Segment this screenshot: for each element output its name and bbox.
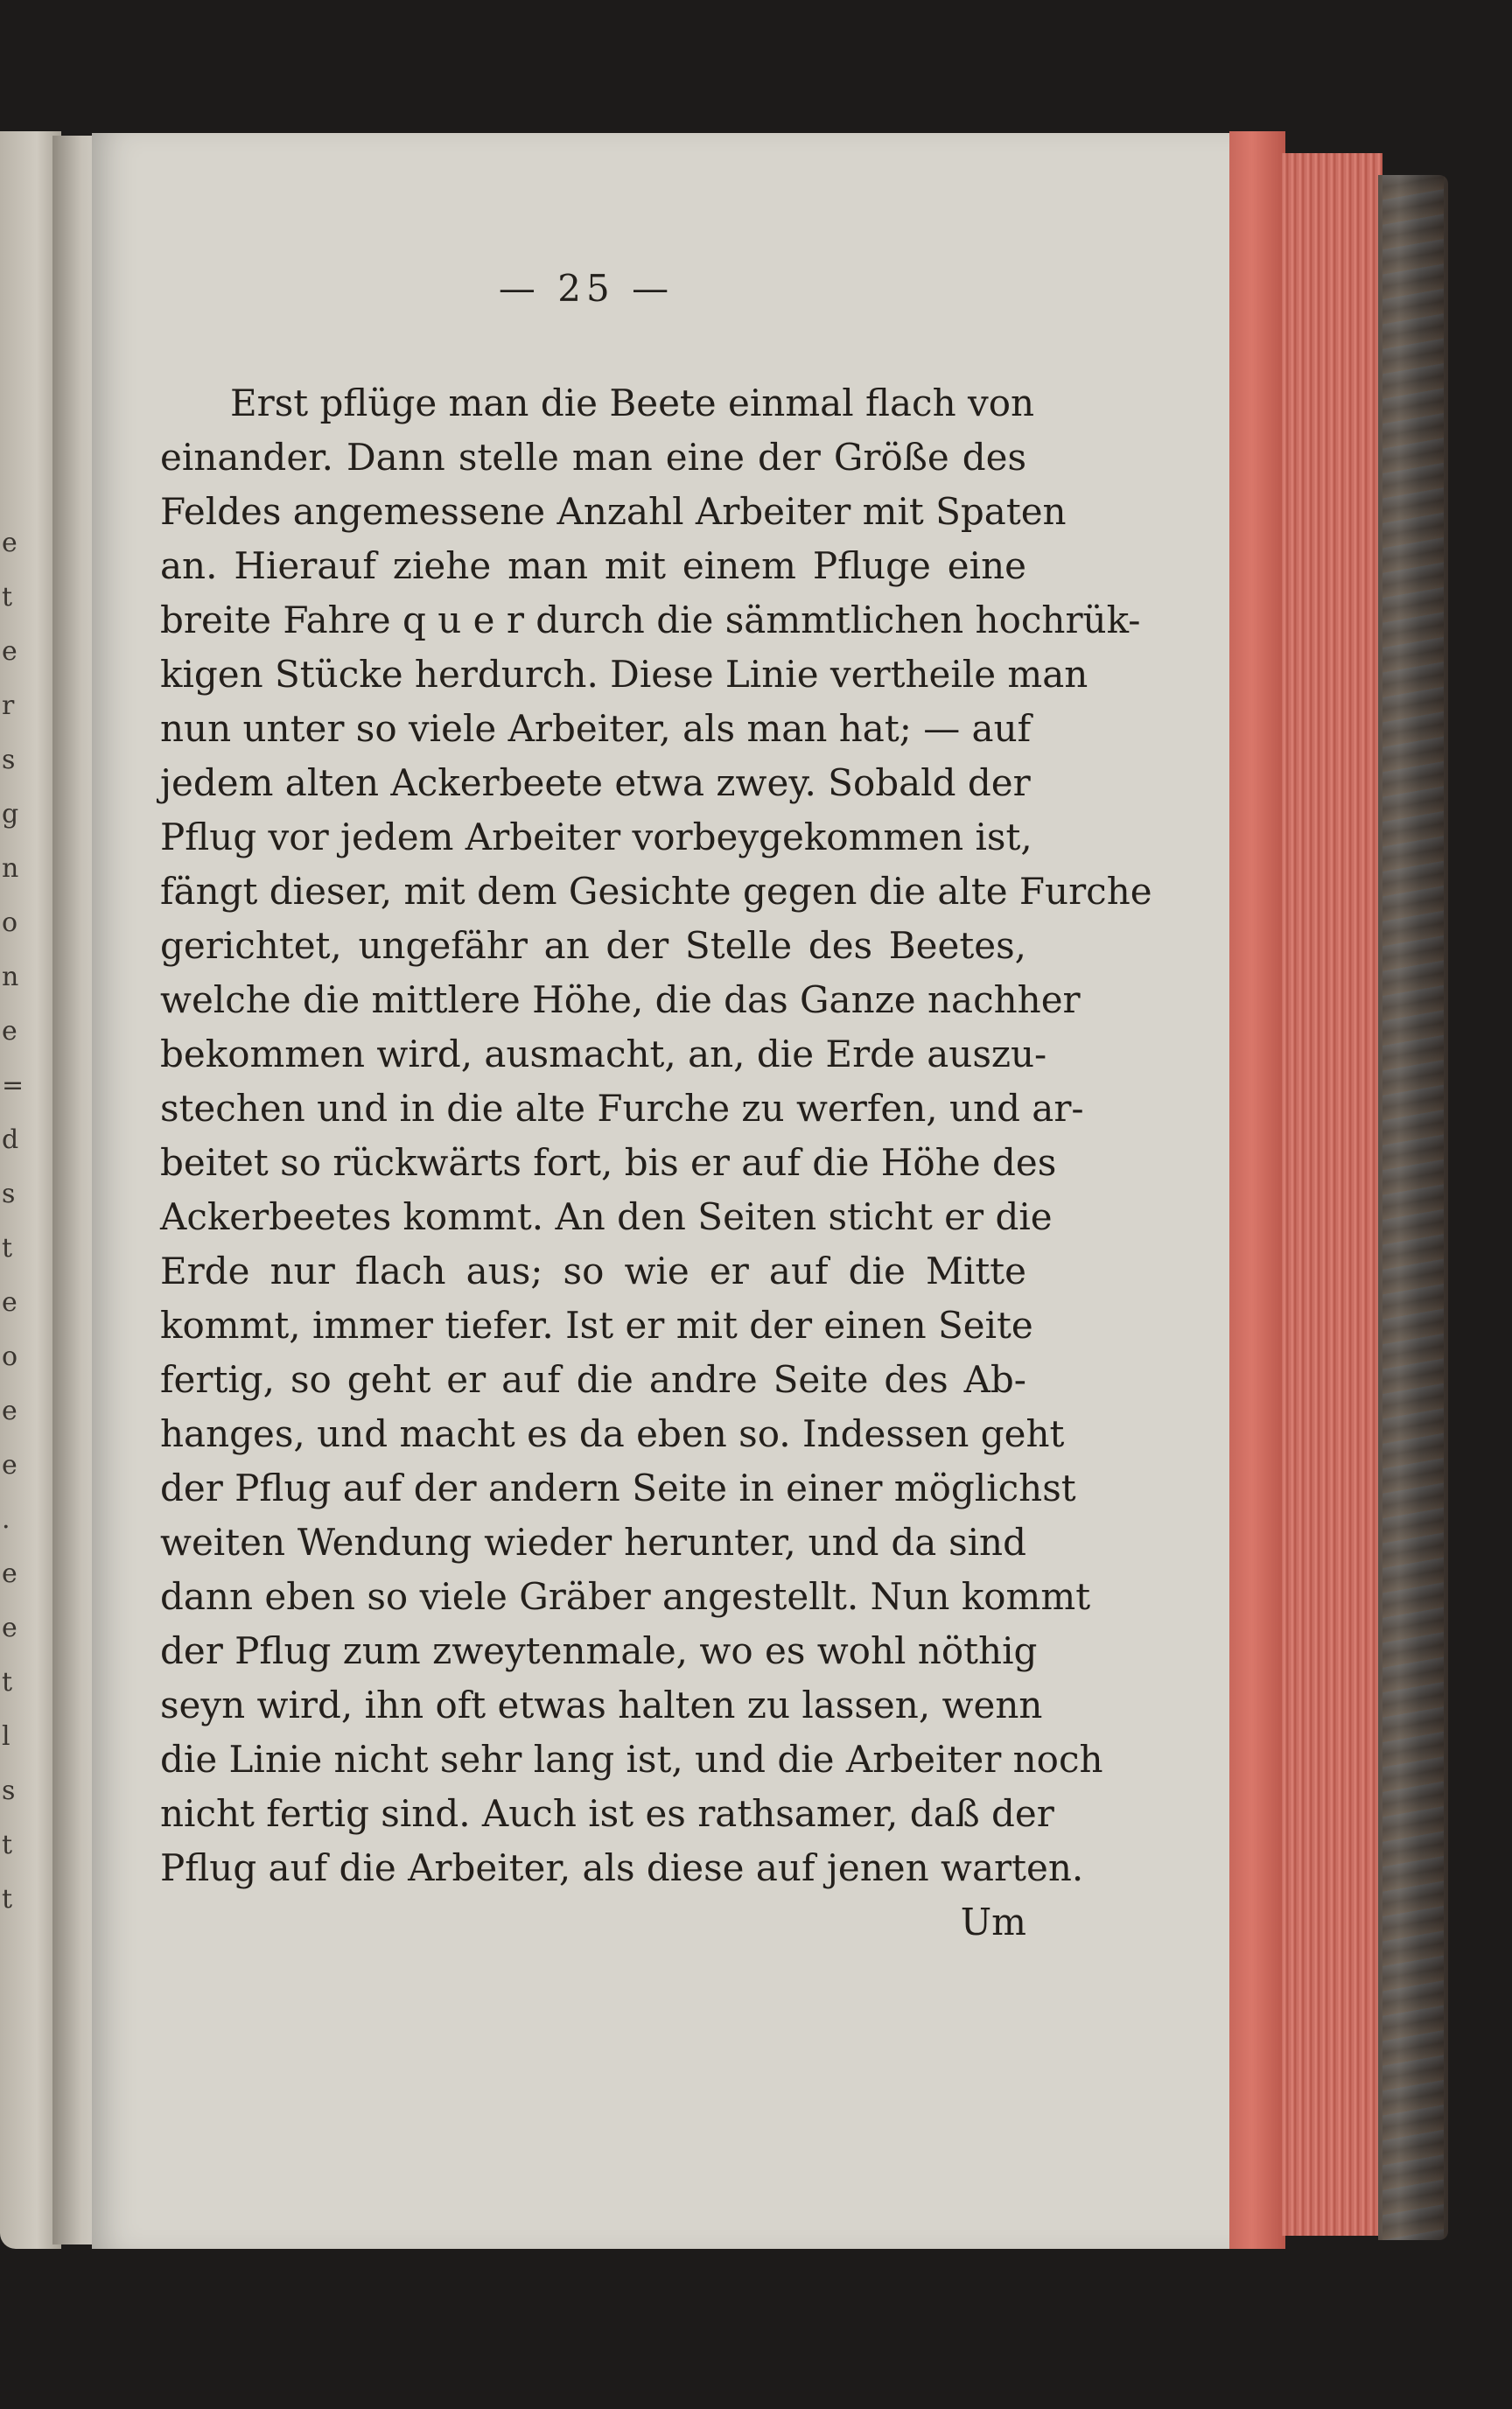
left-page-fragment: . [2, 1504, 10, 1535]
body-text [160, 376, 1152, 1950]
text-line: Erde nur flach aus; so wie er auf die Mitte [160, 1250, 1026, 1292]
text-line: nicht fertig sind. Auch ist es rathsamer, daß der [160, 1792, 1054, 1835]
left-page-fragment: e [2, 1558, 18, 1589]
text-line: weiten Wendung wieder herunter, und da sind [160, 1521, 1026, 1564]
left-page-fragment: t [2, 582, 13, 613]
page-stack-edge [1282, 153, 1382, 2236]
cover-texture [1382, 175, 1444, 2240]
left-page-fragment: e [2, 1287, 18, 1318]
left-page-fragment: = [2, 1070, 24, 1101]
text-line: der Pflug auf der andern Seite in einer möglichst [160, 1467, 1076, 1509]
page-header: — 25 — [498, 267, 675, 310]
left-page-fragment: t [2, 1884, 13, 1915]
left-page-fragment: r [2, 690, 15, 721]
text-line: jedem alten Ackerbeete etwa zwey. Sobald der [160, 761, 1031, 804]
text-line: Pflug auf die Arbeiter, als diese auf jenen warten. [160, 1846, 1084, 1889]
text-line: breite Fahre q u e r durch die sämmtlichen hochrük- [160, 599, 1141, 641]
text-line: einander. Dann stelle man eine der Größe des [160, 436, 1026, 479]
left-page-fragment: s [2, 1775, 16, 1806]
left-page-fragment: e [2, 1613, 18, 1643]
left-page-fragment: n [2, 962, 19, 992]
text-line: fängt dieser, mit dem Gesichte gegen die alte Furche [160, 870, 1152, 913]
left-page-fragment: l [2, 1721, 10, 1752]
left-page-fragments [2, 516, 23, 1927]
text-line: kigen Stücke herdurch. Diese Linie vertheile man [160, 653, 1088, 696]
text-line: seyn wird, ihn oft etwas halten zu lassen, wenn [160, 1684, 1043, 1726]
text-line: Erst pflüge man die Beete einmal flach von [230, 382, 1035, 424]
left-page-fragment: o [2, 1341, 18, 1372]
text-line: gerichtet, ungefähr an der Stelle des Beetes, [160, 924, 1026, 967]
left-page-fragment: t [2, 1830, 13, 1860]
left-page-fragment: s [2, 745, 16, 775]
text-line: welche die mittlere Höhe, die das Ganze nachher [160, 978, 1081, 1021]
text-line: an. Hierauf ziehe man mit einem Pfluge eine [160, 544, 1026, 587]
left-page-fragment: e [2, 1396, 18, 1426]
text-line: stechen und in die alte Furche zu werfen, und ar- [160, 1087, 1084, 1130]
left-page-fragment: t [2, 1667, 13, 1698]
left-page-fragment: g [2, 799, 19, 830]
text-line: Feldes angemessene Anzahl Arbeiter mit Spaten [160, 490, 1067, 533]
left-page-fragment: e [2, 1016, 18, 1047]
left-page-fragment: n [2, 853, 19, 884]
left-page-fragment: o [2, 907, 18, 938]
left-page-fragment: t [2, 1233, 13, 1264]
text-line: bekommen wird, ausmacht, an, die Erde auszu- [160, 1033, 1047, 1075]
text-line: Ackerbeetes kommt. An den Seiten sticht er die [160, 1195, 1053, 1238]
text-line: fertig, so geht er auf die andre Seite des Ab- [160, 1358, 1026, 1401]
text-line: nun unter so viele Arbeiter, als man hat; — auf [160, 707, 1032, 750]
left-page-fragment: e [2, 636, 18, 667]
text-line: kommt, immer tiefer. Ist er mit der einen Seite [160, 1304, 1033, 1347]
text-line: die Linie nicht sehr lang ist, und die Arbeiter noch [160, 1738, 1103, 1781]
text-line: hanges, und macht es da eben so. Indessen geht [160, 1412, 1065, 1455]
catchword: Um [960, 1901, 1026, 1943]
red-page-edge [1229, 131, 1285, 2249]
text-line: der Pflug zum zweytenmale, wo es wohl nöthig [160, 1629, 1038, 1672]
left-page-fragment: s [2, 1179, 16, 1209]
left-page-fragment: e [2, 528, 18, 558]
text-line: beitet so rückwärts fort, bis er auf die Höhe des [160, 1141, 1057, 1184]
left-page-fragment: e [2, 1450, 18, 1481]
left-page-fragment: d [2, 1124, 19, 1155]
text-line: dann eben so viele Gräber angestellt. Nun kommt [160, 1575, 1091, 1618]
text-line: Pflug vor jedem Arbeiter vorbeygekommen ist, [160, 816, 1032, 858]
